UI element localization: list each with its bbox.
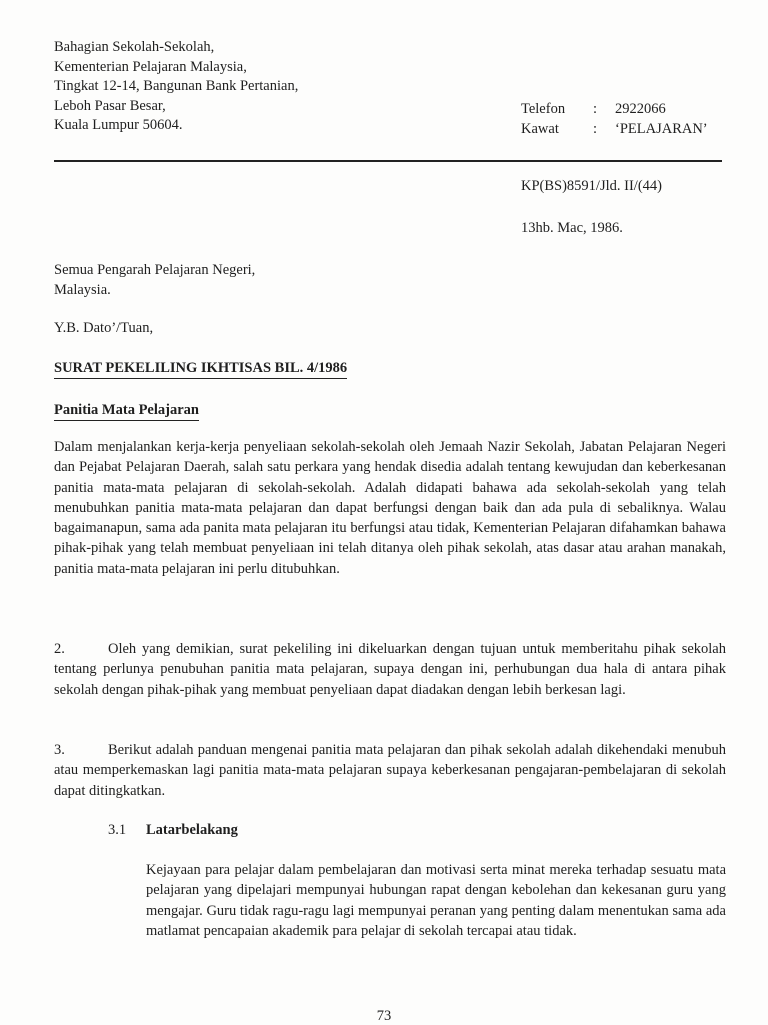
- sender-address-line: Leboh Pasar Besar,: [54, 97, 166, 114]
- paragraph-text: Oleh yang demikian, surat pekeliling ini dikeluarkan dengan tujuan untuk memberitahu pihak sekolah tentang perlunya penubuhan panitia mata pelajaran, supaya dengan ini, perhubungan dua hala di antara pihak sekolah dengan pihak-pihak yang membuat penyeliaan dapat diadakan dengan lebih berkesan lagi.: [54, 641, 726, 698]
- page-number: 73: [376, 1008, 392, 1024]
- sender-address: [54, 38, 298, 136]
- circular-title: SURAT PEKELILING IKHTISAS BIL. 4/1986: [54, 360, 347, 379]
- telefon-colon: :: [593, 101, 598, 117]
- recipient-block: [54, 260, 255, 300]
- kawat-value: ‘PELAJARAN’: [615, 121, 708, 137]
- paragraph-2: [54, 639, 726, 700]
- paragraph-3: [54, 740, 726, 801]
- recipient-line: Semua Pengarah Pelajaran Negeri,: [54, 262, 256, 278]
- subject-heading: Panitia Mata Pelajaran: [54, 402, 199, 421]
- paragraph-number: 2.: [54, 641, 65, 657]
- recipient-line: Malaysia.: [54, 282, 111, 298]
- kawat-row: [521, 119, 708, 139]
- telefon-value: 2922066: [615, 101, 666, 117]
- paragraph-1: Dalam menjalankan kerja-kerja penyeliaan sekolah-sekolah oleh Jemaah Nazir Sekolah, Jabatan Pelajaran Negeri dan Pejabat Pelajaran Daerah, salah satu perkara yang hendak disedia adalah tentang kewujudan dan keberkesanan panitia mata-mata pelajaran di sekolah-sekolah. Adalah didapati bahawa ada sekolah-sekolah yang telah menubuhkan panitia mata-mata pelajaran dan dapat berfungsi dengan baik dan ada pula di sebaliknya. Walau bagaimanapun, sama ada panita mata pelajaran itu berfungsi atau tidak, Kementerian Pelajaran difahamkan bahawa pihak-pihak yang telah membuat penyeliaan ini telah ditanya oleh pihak sekolah, atas dasar atau arahan manakah, panitia mata-mata pelajaran ini perlu ditubuhkan.: [54, 439, 726, 577]
- paragraph-text: Berikut adalah panduan mengenai panitia mata pelajaran dan pihak sekolah adalah dikehendaki menubuh atau memperkemaskan lagi panitia mata-mata pelajaran supaya keberkesanan pengajaran-pembelajaran di sekolah dapat ditingkatkan.: [54, 742, 726, 799]
- telefon-row: [521, 99, 708, 119]
- kawat-colon: :: [593, 121, 598, 137]
- contact-block: [521, 99, 708, 139]
- paragraph-number: 3.: [54, 742, 65, 758]
- section-number: 3.1: [108, 822, 127, 838]
- sender-address-line: Bahagian Sekolah-Sekolah,: [54, 39, 215, 55]
- reference-number: KP(BS)8591/Jld. II/(44): [521, 178, 662, 194]
- sender-address-line: Kementerian Pelajaran Malaysia,: [54, 58, 247, 75]
- letter-date: 13hb. Mac, 1986.: [521, 220, 623, 236]
- kawat-label: Kawat: [521, 121, 559, 137]
- section-heading: [108, 822, 238, 839]
- sender-address-line: Kuala Lumpur 50604.: [54, 117, 183, 133]
- section-body: Kejayaan para pelajar dalam pembelajaran dan motivasi serta minat mereka terhadap sesuatu mata pelajaran yang dipelajari mempunyai hubungan rapat dengan kebolehan dan kekesanan guru yang mengajar. Guru tidak ragu-ragu lagi mempunyai peranan yang penting dalam menentukan sama ada matlamat pencapaian akademik para pelajar di sekolah tercapai atau tidak.: [146, 862, 726, 939]
- header-divider: [54, 160, 722, 162]
- section-title: Latarbelakang: [146, 822, 238, 838]
- sender-address-line: Tingkat 12-14, Bangunan Bank Pertanian,: [54, 78, 299, 94]
- salutation: Y.B. Dato’/Tuan,: [54, 320, 154, 336]
- telefon-label: Telefon: [521, 101, 566, 117]
